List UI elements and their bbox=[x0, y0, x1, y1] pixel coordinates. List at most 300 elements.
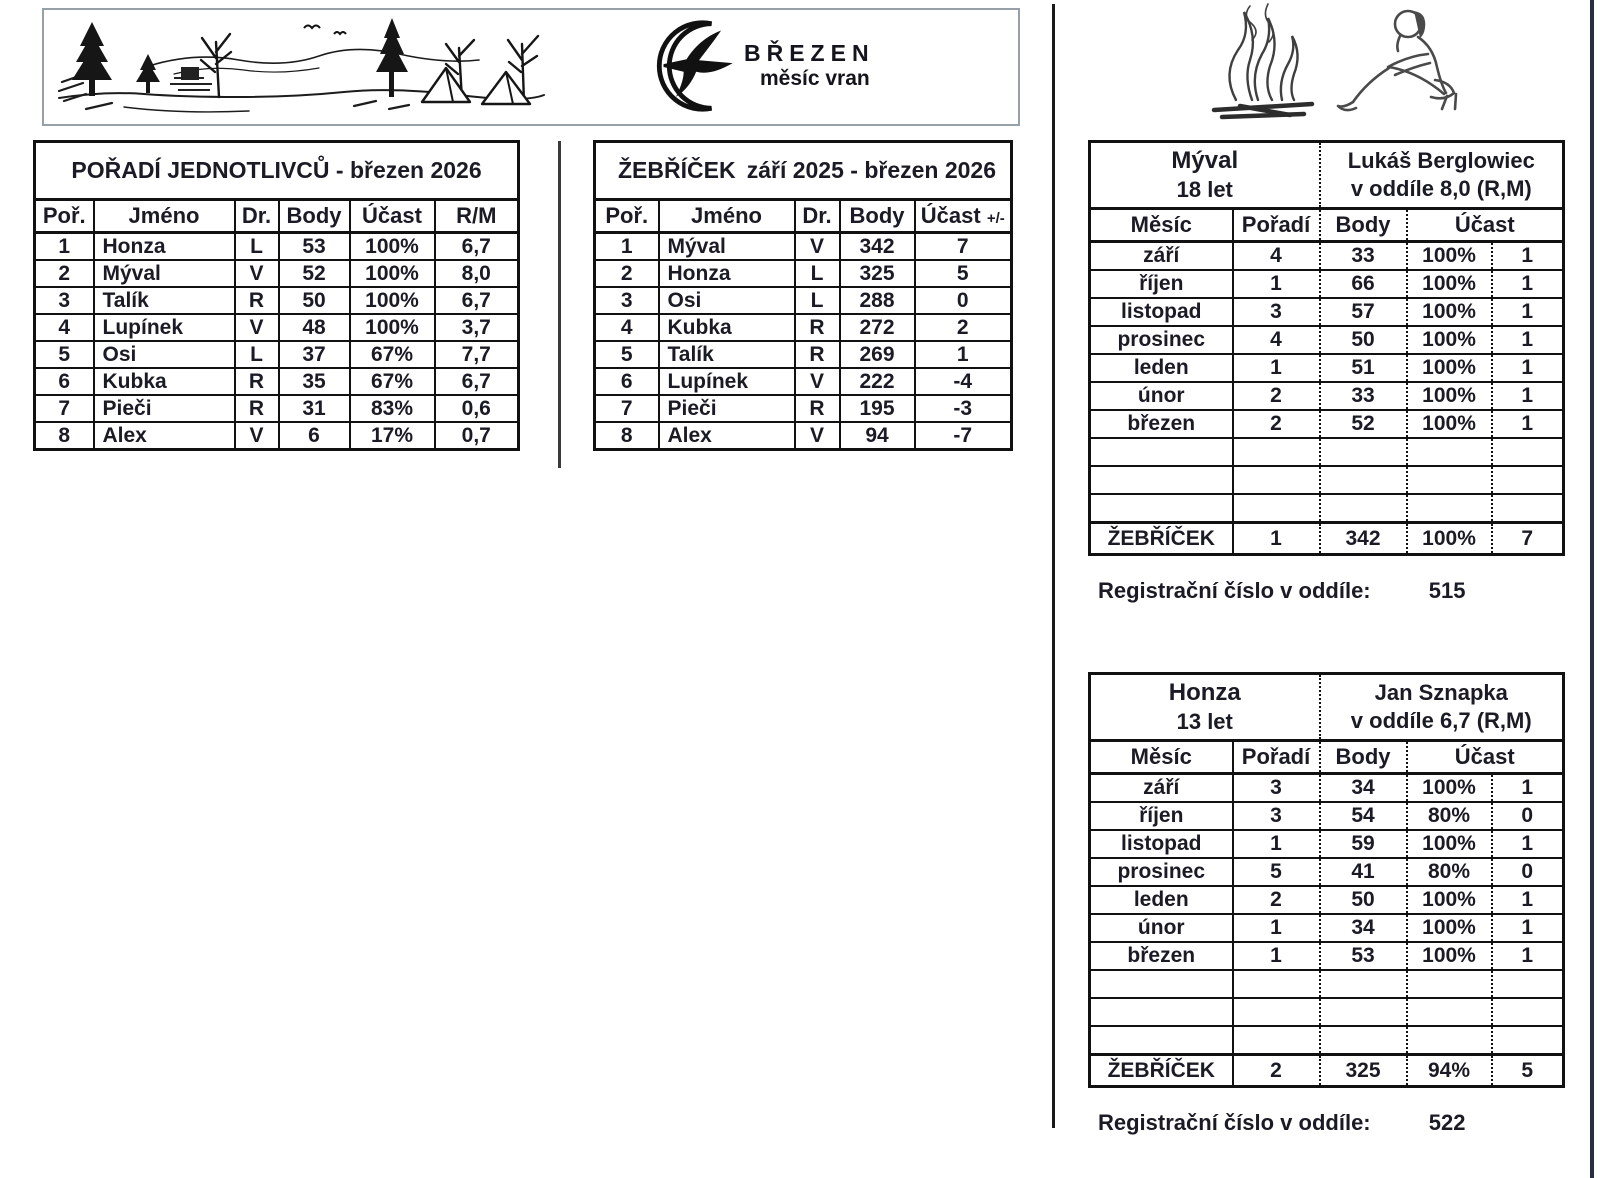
table-cell: 6 bbox=[595, 368, 659, 395]
table-cell: 2 bbox=[915, 314, 1012, 341]
table-cell: 6 bbox=[279, 422, 350, 450]
table-cell: 57 bbox=[1320, 298, 1407, 326]
table-row bbox=[595, 395, 1012, 422]
table-cell: V bbox=[235, 260, 279, 287]
table-cell: 2 bbox=[1233, 886, 1320, 914]
card-summary-row bbox=[1090, 523, 1564, 555]
table-cell: 53 bbox=[1320, 942, 1407, 970]
column-header: Pořadí bbox=[1233, 209, 1320, 242]
card-age: 18 let bbox=[1176, 177, 1233, 202]
cabin-sketch bbox=[170, 68, 212, 90]
column-header: Poř. bbox=[595, 200, 659, 233]
table-cell: 342 bbox=[840, 233, 915, 261]
table-cell: Talík bbox=[659, 341, 795, 368]
column-header: Účast +/- bbox=[915, 200, 1012, 233]
table-cell: 100% bbox=[350, 314, 435, 341]
table-cell: 34 bbox=[1320, 774, 1407, 803]
table-cell: 59 bbox=[1320, 830, 1407, 858]
table-cell: 1 bbox=[1492, 326, 1564, 354]
table-row bbox=[35, 341, 519, 368]
table-row bbox=[1090, 354, 1564, 382]
table-cell: 1 bbox=[1492, 270, 1564, 298]
table-cell: 100% bbox=[1407, 270, 1492, 298]
registration-line bbox=[1098, 578, 1568, 604]
empty-cell bbox=[1233, 494, 1320, 523]
empty-cell bbox=[1407, 1026, 1492, 1055]
table-cell: 100% bbox=[350, 287, 435, 314]
table-row bbox=[595, 422, 1012, 450]
table-cell: 5 bbox=[35, 341, 94, 368]
table-cell: 1 bbox=[1492, 410, 1564, 438]
table-cell: 4 bbox=[1233, 326, 1320, 354]
card-nickname: Honza bbox=[1168, 679, 1241, 706]
ladder-title-period: září 2025 - březen 2026 bbox=[746, 157, 997, 183]
empty-cell bbox=[1090, 970, 1233, 998]
summary-points: 342 bbox=[1320, 523, 1407, 555]
table-cell: V bbox=[795, 368, 840, 395]
card-nickname: Mýval bbox=[1171, 147, 1239, 174]
table-row bbox=[35, 314, 519, 341]
ladder-table-title bbox=[595, 142, 1012, 200]
table-cell: Kubka bbox=[659, 314, 795, 341]
table-cell: únor bbox=[1090, 382, 1233, 410]
empty-row bbox=[1090, 466, 1564, 494]
column-header: Body bbox=[279, 200, 350, 233]
table-cell: 1 bbox=[1233, 270, 1320, 298]
table-row bbox=[595, 341, 1012, 368]
table-cell: 50 bbox=[1320, 326, 1407, 354]
empty-cell bbox=[1233, 438, 1320, 466]
empty-row bbox=[1090, 1026, 1564, 1055]
table-cell: 1 bbox=[35, 233, 94, 261]
table-cell: 54 bbox=[1320, 802, 1407, 830]
empty-cell bbox=[1233, 466, 1320, 494]
empty-cell bbox=[1320, 998, 1407, 1026]
table-cell: 3 bbox=[1233, 774, 1320, 803]
table-cell: 100% bbox=[1407, 354, 1492, 382]
table-cell: 31 bbox=[279, 395, 350, 422]
table-row bbox=[1090, 914, 1564, 942]
table-cell: listopad bbox=[1090, 830, 1233, 858]
table-cell: 83% bbox=[350, 395, 435, 422]
table-cell: 1 bbox=[1492, 774, 1564, 803]
table-cell: V bbox=[795, 233, 840, 261]
table-cell: V bbox=[235, 422, 279, 450]
table-cell: 1 bbox=[1233, 354, 1320, 382]
column-header: Body bbox=[1320, 209, 1407, 242]
table-cell: 1 bbox=[1492, 354, 1564, 382]
tables-divider-line bbox=[558, 141, 561, 468]
empty-cell bbox=[1090, 466, 1233, 494]
empty-cell bbox=[1492, 970, 1564, 998]
column-header: Pořadí bbox=[1233, 741, 1320, 774]
table-cell: 17% bbox=[350, 422, 435, 450]
table-cell: R bbox=[235, 287, 279, 314]
table-cell: -7 bbox=[915, 422, 1012, 450]
camp-landscape-drawing bbox=[54, 14, 559, 118]
table-cell: 35 bbox=[279, 368, 350, 395]
table-cell: 41 bbox=[1320, 858, 1407, 886]
table-cell: Kubka bbox=[94, 368, 235, 395]
sitting-boy bbox=[1338, 11, 1456, 110]
table-cell: V bbox=[795, 422, 840, 450]
table-cell: 100% bbox=[1407, 326, 1492, 354]
empty-cell bbox=[1320, 494, 1407, 523]
table-cell: 6,7 bbox=[435, 287, 519, 314]
summary-rank: 2 bbox=[1233, 1055, 1320, 1087]
table-row bbox=[1090, 270, 1564, 298]
member-card-myval bbox=[1088, 140, 1565, 556]
table-cell: 1 bbox=[1492, 942, 1564, 970]
registration-line bbox=[1098, 1110, 1568, 1136]
table-cell: říjen bbox=[1090, 802, 1233, 830]
monthly-ranking-table bbox=[33, 140, 520, 451]
summary-points: 325 bbox=[1320, 1055, 1407, 1087]
empty-cell bbox=[1407, 998, 1492, 1026]
card-oddil-note: v oddíle 6,7 (R,M) bbox=[1350, 708, 1532, 733]
table-cell: Osi bbox=[94, 341, 235, 368]
registration-label: Registrační číslo v oddíle: bbox=[1098, 578, 1371, 603]
table-cell: březen bbox=[1090, 410, 1233, 438]
table-cell: 51 bbox=[1320, 354, 1407, 382]
logo-text bbox=[744, 18, 875, 91]
table-cell: 1 bbox=[1492, 914, 1564, 942]
ladder-table bbox=[593, 140, 1013, 451]
column-header: Účast bbox=[1407, 209, 1564, 242]
table-cell: 4 bbox=[1233, 242, 1320, 271]
table-cell: 66 bbox=[1320, 270, 1407, 298]
table-cell: 6,7 bbox=[435, 368, 519, 395]
table-cell: 1 bbox=[1492, 382, 1564, 410]
table-cell: 1 bbox=[1492, 242, 1564, 271]
summary-plusminus: 5 bbox=[1492, 1055, 1564, 1087]
table-cell: 2 bbox=[1233, 410, 1320, 438]
table-cell: 53 bbox=[279, 233, 350, 261]
empty-cell bbox=[1492, 466, 1564, 494]
table-row bbox=[1090, 858, 1564, 886]
table-cell: 50 bbox=[1320, 886, 1407, 914]
table-cell: Mýval bbox=[659, 233, 795, 261]
table-cell: R bbox=[795, 395, 840, 422]
table-cell: 7 bbox=[595, 395, 659, 422]
table-cell: 67% bbox=[350, 368, 435, 395]
table-cell: 1 bbox=[1233, 914, 1320, 942]
table-cell: 6 bbox=[35, 368, 94, 395]
table-cell: září bbox=[1090, 242, 1233, 271]
table-cell: 8,0 bbox=[435, 260, 519, 287]
table-cell: září bbox=[1090, 774, 1233, 803]
logo-title: BŘEZEN bbox=[744, 40, 875, 66]
table-cell: 100% bbox=[1407, 410, 1492, 438]
column-header: R/M bbox=[435, 200, 519, 233]
column-header: Účast bbox=[350, 200, 435, 233]
table-cell: 80% bbox=[1407, 858, 1492, 886]
column-header: Dr. bbox=[795, 200, 840, 233]
empty-cell bbox=[1407, 970, 1492, 998]
table-row bbox=[1090, 942, 1564, 970]
table-cell: 100% bbox=[1407, 382, 1492, 410]
table-cell: 100% bbox=[350, 260, 435, 287]
table-row bbox=[35, 233, 519, 261]
table-cell: Alex bbox=[659, 422, 795, 450]
table-cell: 52 bbox=[1320, 410, 1407, 438]
table-cell: prosinec bbox=[1090, 858, 1233, 886]
table-row bbox=[1090, 410, 1564, 438]
column-header: Jméno bbox=[659, 200, 795, 233]
table-row bbox=[1090, 830, 1564, 858]
table-cell: únor bbox=[1090, 914, 1233, 942]
empty-cell bbox=[1492, 998, 1564, 1026]
table-cell: 100% bbox=[1407, 242, 1492, 271]
table-cell: 6,7 bbox=[435, 233, 519, 261]
table-cell: Lupínek bbox=[659, 368, 795, 395]
card-fullname-cell bbox=[1320, 674, 1564, 741]
table-cell: Mýval bbox=[94, 260, 235, 287]
table-cell: R bbox=[795, 341, 840, 368]
empty-cell bbox=[1320, 1026, 1407, 1055]
card-summary-row bbox=[1090, 1055, 1564, 1087]
page-edge-line bbox=[1590, 0, 1594, 1178]
card-fullname-cell bbox=[1320, 142, 1564, 209]
table-cell: 33 bbox=[1320, 242, 1407, 271]
table-cell: 2 bbox=[35, 260, 94, 287]
empty-cell bbox=[1090, 438, 1233, 466]
table-cell: 222 bbox=[840, 368, 915, 395]
table-cell: listopad bbox=[1090, 298, 1233, 326]
table-cell: 288 bbox=[840, 287, 915, 314]
empty-cell bbox=[1090, 494, 1233, 523]
table-cell: 195 bbox=[840, 395, 915, 422]
table-cell: 100% bbox=[1407, 942, 1492, 970]
table-cell: 7 bbox=[915, 233, 1012, 261]
table-cell: 272 bbox=[840, 314, 915, 341]
table-row bbox=[1090, 326, 1564, 354]
table-cell: březen bbox=[1090, 942, 1233, 970]
table-cell: 1 bbox=[595, 233, 659, 261]
table-cell: 1 bbox=[1233, 942, 1320, 970]
table-cell: 48 bbox=[279, 314, 350, 341]
plus-minus-suffix: +/- bbox=[986, 210, 1005, 227]
table-cell: 100% bbox=[1407, 774, 1492, 803]
table-cell: 100% bbox=[1407, 830, 1492, 858]
table-cell: 52 bbox=[279, 260, 350, 287]
card-oddil-note: v oddíle 8,0 (R,M) bbox=[1350, 176, 1532, 201]
column-header: Jméno bbox=[94, 200, 235, 233]
empty-cell bbox=[1407, 466, 1492, 494]
section-divider-line bbox=[1052, 4, 1055, 1128]
table-cell: R bbox=[235, 368, 279, 395]
registration-label: Registrační číslo v oddíle: bbox=[1098, 1110, 1371, 1135]
ladder-title-text: ŽEBŘÍČEK bbox=[618, 157, 736, 183]
table-cell: 5 bbox=[915, 260, 1012, 287]
empty-cell bbox=[1090, 998, 1233, 1026]
table-cell: 3 bbox=[1233, 802, 1320, 830]
table-cell: 325 bbox=[840, 260, 915, 287]
column-header: Účast bbox=[1407, 741, 1564, 774]
empty-row bbox=[1090, 998, 1564, 1026]
empty-cell bbox=[1320, 970, 1407, 998]
member-card-honza bbox=[1088, 672, 1565, 1088]
table-cell: 0,7 bbox=[435, 422, 519, 450]
empty-cell bbox=[1492, 494, 1564, 523]
table-cell: 67% bbox=[350, 341, 435, 368]
summary-plusminus: 7 bbox=[1492, 523, 1564, 555]
table-cell: 8 bbox=[595, 422, 659, 450]
fire-logs bbox=[1214, 104, 1312, 117]
birds-icon bbox=[304, 26, 346, 35]
table-cell: 0 bbox=[1492, 858, 1564, 886]
table-row bbox=[595, 233, 1012, 261]
table-cell: -3 bbox=[915, 395, 1012, 422]
empty-cell bbox=[1320, 438, 1407, 466]
summary-label: ŽEBŘÍČEK bbox=[1090, 1055, 1233, 1087]
table-cell: 1 bbox=[1492, 886, 1564, 914]
table-cell: R bbox=[235, 395, 279, 422]
card-nickname-cell bbox=[1090, 142, 1320, 209]
table-cell: -4 bbox=[915, 368, 1012, 395]
table-cell: V bbox=[235, 314, 279, 341]
table-cell: 8 bbox=[35, 422, 94, 450]
table-cell: 2 bbox=[1233, 382, 1320, 410]
table-cell: 7 bbox=[35, 395, 94, 422]
table-cell: L bbox=[795, 287, 840, 314]
table-row bbox=[595, 287, 1012, 314]
table-cell: 33 bbox=[1320, 382, 1407, 410]
table-cell: 5 bbox=[1233, 858, 1320, 886]
table-cell: R bbox=[795, 314, 840, 341]
table-cell: 3 bbox=[35, 287, 94, 314]
logo-subtitle: měsíc vran bbox=[760, 67, 870, 90]
table-row bbox=[595, 314, 1012, 341]
table-cell: Pieči bbox=[94, 395, 235, 422]
table-cell: 269 bbox=[840, 341, 915, 368]
table-cell: 1 bbox=[915, 341, 1012, 368]
table-row bbox=[35, 260, 519, 287]
table-cell: Pieči bbox=[659, 395, 795, 422]
tent-icon bbox=[422, 68, 530, 104]
table-cell: Talík bbox=[94, 287, 235, 314]
empty-cell bbox=[1233, 970, 1320, 998]
table-row bbox=[1090, 382, 1564, 410]
table-row bbox=[595, 368, 1012, 395]
table-cell: Honza bbox=[94, 233, 235, 261]
empty-cell bbox=[1320, 466, 1407, 494]
table-cell: 80% bbox=[1407, 802, 1492, 830]
table-cell: L bbox=[235, 233, 279, 261]
table-cell: 1 bbox=[1233, 830, 1320, 858]
campfire-boy-drawing bbox=[1192, 2, 1497, 127]
empty-row bbox=[1090, 494, 1564, 523]
table-cell: 1 bbox=[1492, 298, 1564, 326]
table-cell: 3 bbox=[1233, 298, 1320, 326]
empty-cell bbox=[1233, 1026, 1320, 1055]
table-cell: 100% bbox=[1407, 298, 1492, 326]
column-header: Body bbox=[1320, 741, 1407, 774]
table-cell: Osi bbox=[659, 287, 795, 314]
table-cell: 100% bbox=[1407, 914, 1492, 942]
card-nickname-cell bbox=[1090, 674, 1320, 741]
table-row bbox=[1090, 242, 1564, 271]
table-row bbox=[1090, 774, 1564, 803]
empty-cell bbox=[1492, 438, 1564, 466]
table-cell: Lupínek bbox=[94, 314, 235, 341]
monthly-table-title: POŘADÍ JEDNOTLIVCŮ - březen 2026 bbox=[35, 142, 519, 200]
column-header: Měsíc bbox=[1090, 741, 1233, 774]
table-cell: Alex bbox=[94, 422, 235, 450]
table-row bbox=[35, 368, 519, 395]
table-cell: 94 bbox=[840, 422, 915, 450]
table-row bbox=[1090, 886, 1564, 914]
table-cell: 2 bbox=[595, 260, 659, 287]
summary-attendance: 94% bbox=[1407, 1055, 1492, 1087]
table-cell: leden bbox=[1090, 354, 1233, 382]
column-header: Dr. bbox=[235, 200, 279, 233]
table-cell: 7,7 bbox=[435, 341, 519, 368]
bare-tree-icon bbox=[201, 34, 538, 102]
table-cell: 50 bbox=[279, 287, 350, 314]
table-row bbox=[1090, 802, 1564, 830]
table-cell: 4 bbox=[35, 314, 94, 341]
pine-tree-icon bbox=[72, 18, 408, 97]
column-header: Měsíc bbox=[1090, 209, 1233, 242]
header-banner bbox=[42, 8, 1020, 126]
table-row bbox=[35, 422, 519, 450]
column-header: Poř. bbox=[35, 200, 94, 233]
table-cell: 100% bbox=[350, 233, 435, 261]
empty-cell bbox=[1233, 998, 1320, 1026]
empty-row bbox=[1090, 438, 1564, 466]
table-cell: 0,6 bbox=[435, 395, 519, 422]
table-cell: 3 bbox=[595, 287, 659, 314]
summary-rank: 1 bbox=[1233, 523, 1320, 555]
empty-row bbox=[1090, 970, 1564, 998]
table-row bbox=[35, 395, 519, 422]
empty-cell bbox=[1407, 494, 1492, 523]
registration-number: 522 bbox=[1428, 1110, 1466, 1135]
table-cell: 34 bbox=[1320, 914, 1407, 942]
table-cell: 0 bbox=[1492, 802, 1564, 830]
table-row bbox=[35, 287, 519, 314]
table-cell: prosinec bbox=[1090, 326, 1233, 354]
column-header: Body bbox=[840, 200, 915, 233]
table-cell: 4 bbox=[595, 314, 659, 341]
empty-cell bbox=[1492, 1026, 1564, 1055]
table-cell: 0 bbox=[915, 287, 1012, 314]
table-cell: 5 bbox=[595, 341, 659, 368]
brezen-logo bbox=[652, 18, 875, 114]
summary-attendance: 100% bbox=[1407, 523, 1492, 555]
table-cell: 1 bbox=[1492, 830, 1564, 858]
table-cell: 3,7 bbox=[435, 314, 519, 341]
table-row bbox=[595, 260, 1012, 287]
registration-number: 515 bbox=[1428, 578, 1466, 603]
table-cell: leden bbox=[1090, 886, 1233, 914]
summary-label: ŽEBŘÍČEK bbox=[1090, 523, 1233, 555]
empty-cell bbox=[1090, 1026, 1233, 1055]
card-fullname: Lukáš Berglowiec bbox=[1347, 148, 1535, 173]
card-fullname: Jan Sznapka bbox=[1374, 680, 1508, 705]
table-cell: Honza bbox=[659, 260, 795, 287]
table-cell: 37 bbox=[279, 341, 350, 368]
table-cell: L bbox=[795, 260, 840, 287]
table-cell: 100% bbox=[1407, 886, 1492, 914]
table-cell: L bbox=[235, 341, 279, 368]
card-age: 13 let bbox=[1176, 709, 1233, 734]
table-cell: říjen bbox=[1090, 270, 1233, 298]
table-row bbox=[1090, 298, 1564, 326]
crescent-moon-bird-icon bbox=[652, 18, 748, 114]
empty-cell bbox=[1407, 438, 1492, 466]
